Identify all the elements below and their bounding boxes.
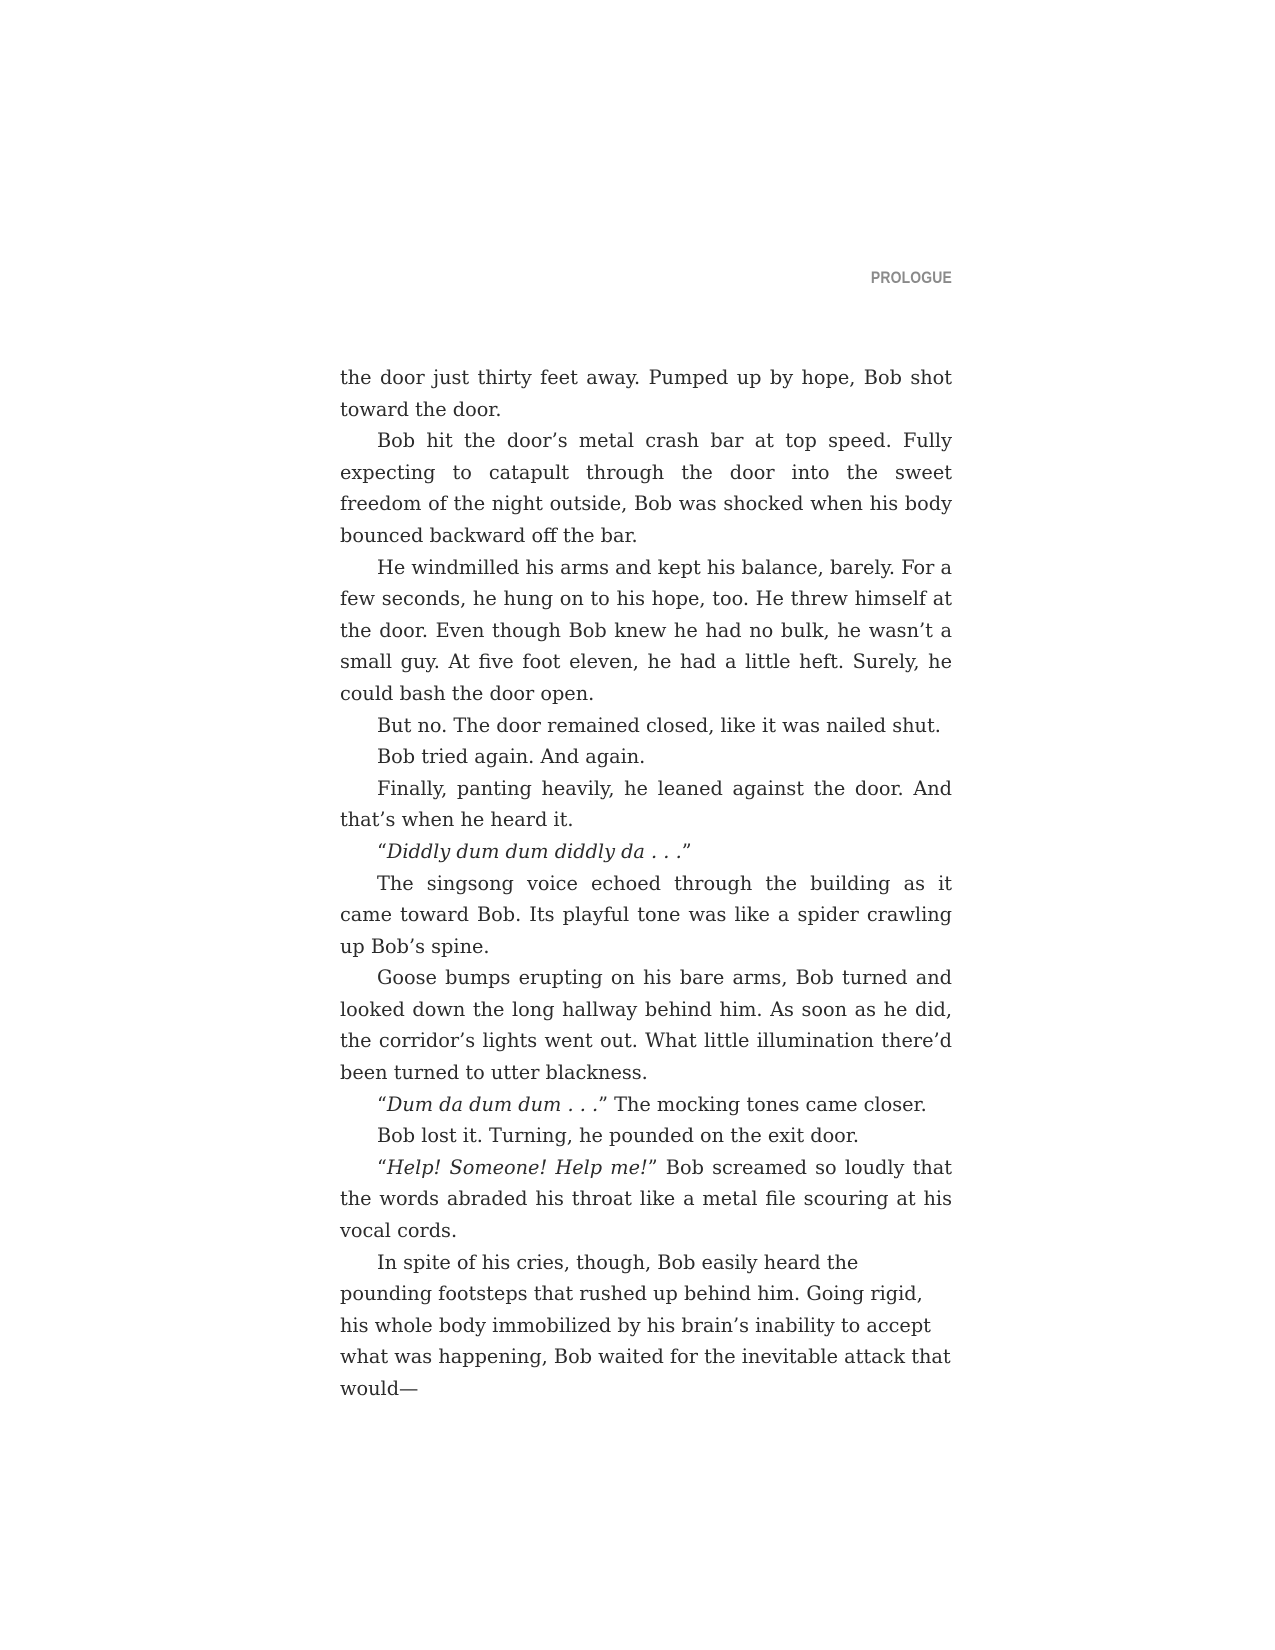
paragraph-10-rest: ” The mocking tones came closer. bbox=[598, 1092, 927, 1116]
paragraph-6: Finally, panting heavily, he leaned against the door. And that’s when he heard it. bbox=[340, 776, 952, 832]
quote-open: “ bbox=[377, 839, 387, 863]
paragraph-1: the door just thirty feet away. Pumped up by hope, Bob shot toward the door. bbox=[340, 366, 952, 421]
paragraph-8: The singsong voice echoed through the building as it came toward Bob. Its playful tone was like a spider crawling up Bob’s spine. bbox=[340, 871, 952, 958]
body-text bbox=[340, 362, 952, 1405]
paragraph-7 bbox=[340, 836, 952, 868]
quote-close: ” bbox=[681, 839, 692, 863]
paragraph-4: But no. The door remained closed, like it was nailed shut. bbox=[377, 713, 941, 737]
paragraph-5: Bob tried again. And again. bbox=[377, 745, 646, 769]
paragraph-12 bbox=[340, 1152, 952, 1247]
paragraph-3: He windmilled his arms and kept his balance, barely. For a few seconds, he hung on to his hope, too. He threw himself at the door. Even though Bob knew he had no bulk, he wasn’t a small guy. At five foot eleven, he had a little heft. Surely, he could bash the door open. bbox=[340, 555, 952, 705]
quote-open: “ bbox=[377, 1092, 387, 1116]
italic-shout: Help! Someone! Help me! bbox=[386, 1155, 648, 1179]
quote-open: “ bbox=[377, 1155, 387, 1179]
paragraph-13: In spite of his cries, though, Bob easily heard the pounding footsteps that rushed up behind him. Going rigid, his whole body immobilized by his brain’s inability to accept what was happening, Bob waited for the inevitable attack that would— bbox=[340, 1250, 951, 1400]
paragraph-12-rest: ” Bob screamed so loudly that the words abraded his throat like a metal file scouring at his vocal cords. bbox=[340, 1155, 953, 1243]
running-head: PROLOGUE bbox=[870, 268, 952, 287]
italic-lyric: Dum da dum dum . . . bbox=[386, 1092, 599, 1116]
paragraph-10 bbox=[340, 1089, 952, 1121]
paragraph-2: Bob hit the door’s metal crash bar at top speed. Fully expecting to catapult through the door into the sweet freedom of the night outside, Bob was shocked when his body bounced backward off the bar. bbox=[340, 429, 952, 547]
italic-lyric: Diddly dum dum diddly da . . . bbox=[386, 839, 682, 863]
paragraph-11: Bob lost it. Turning, he pounded on the exit door. bbox=[377, 1124, 860, 1148]
paragraph-9: Goose bumps erupting on his bare arms, Bob turned and looked down the long hallway behind him. As soon as he did, the corridor’s lights went out. What little illumination there’d been turned to utter blackness. bbox=[340, 966, 952, 1085]
